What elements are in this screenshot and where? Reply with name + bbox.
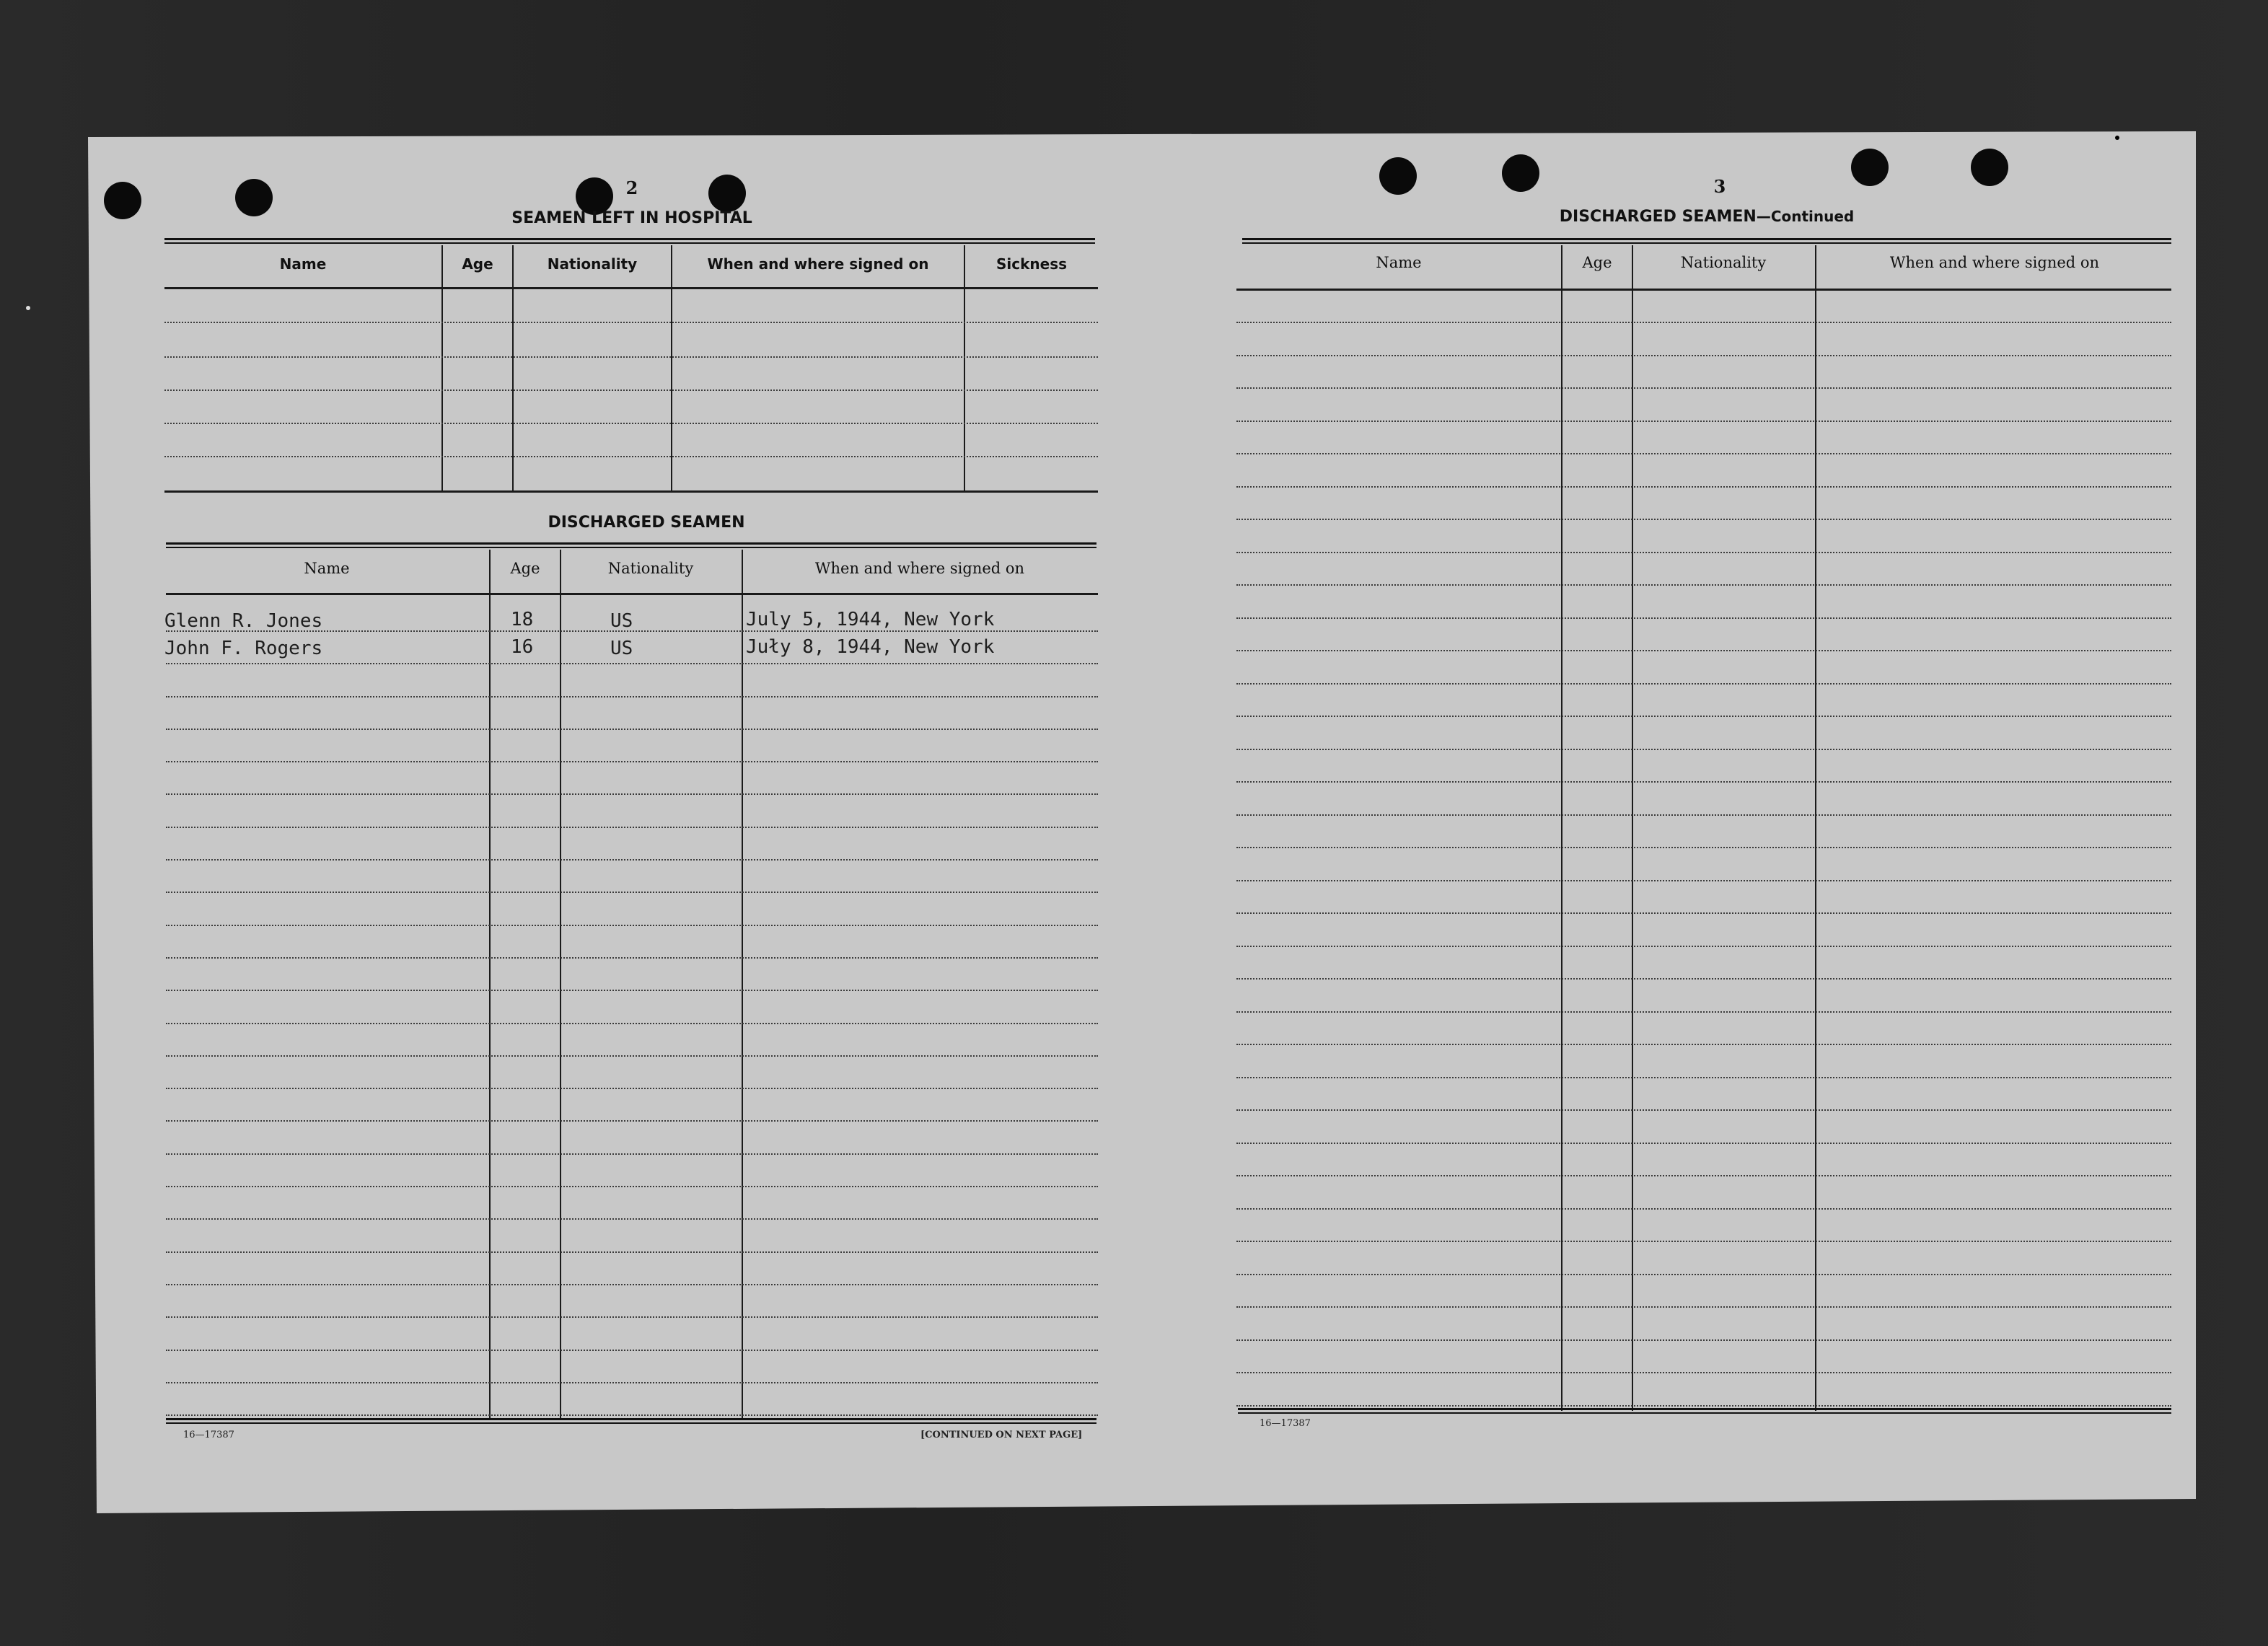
- punch-hole: [104, 182, 141, 219]
- discharged-row-1-nationality: US: [610, 610, 633, 632]
- discharged-col-divider: [742, 550, 743, 1420]
- row-line: [1236, 322, 2171, 323]
- discharged-col-divider: [560, 550, 561, 1420]
- hospital-top-rule: [164, 238, 1095, 244]
- row-line: [1236, 1175, 2171, 1176]
- hospital-col-divider: [441, 245, 443, 492]
- discharged-col-name: Name: [304, 560, 350, 577]
- row-line: [166, 761, 1098, 762]
- right-col-name: Name: [1376, 254, 1422, 271]
- discharged-row-2-nationality: US: [610, 638, 633, 659]
- row-line: [1236, 387, 2171, 389]
- discharged-row-1-age: 18: [511, 609, 534, 630]
- punch-hole: [1502, 154, 1539, 192]
- row-line: [1236, 946, 2171, 947]
- hospital-col-age: Age: [462, 255, 493, 273]
- row-line: [1236, 1339, 2171, 1341]
- row-line: [1236, 716, 2171, 717]
- row-line: [1236, 1208, 2171, 1210]
- row-line: [166, 1414, 1098, 1416]
- row-line: [1236, 814, 2171, 816]
- left-page-number: 2: [625, 177, 638, 198]
- hospital-row-line: [164, 456, 1098, 457]
- row-line: [1236, 1109, 2171, 1111]
- row-line: [166, 859, 1098, 861]
- discharged-section-title: DISCHARGED SEAMEN: [548, 514, 745, 532]
- row-line: [1236, 1405, 2171, 1407]
- right-section-title: [1490, 208, 1923, 226]
- right-page-number: 3: [1713, 176, 1726, 197]
- discharged-row-1-signed-on: July 5, 1944, New York: [746, 609, 995, 630]
- row-line: [1236, 617, 2171, 619]
- row-line: [1236, 552, 2171, 553]
- row-line: [1236, 683, 2171, 685]
- left-form-number: 16—17387: [183, 1430, 234, 1440]
- discharged-col-nationality: Nationality: [607, 560, 694, 577]
- dust-speck: [26, 306, 30, 310]
- row-line: [1236, 1044, 2171, 1045]
- row-line: [1236, 880, 2171, 881]
- punch-hole: [235, 179, 273, 216]
- discharged-col-divider: [489, 550, 491, 1420]
- discharged-row-2-age: 16: [511, 636, 534, 658]
- row-line: [166, 1153, 1098, 1155]
- discharged-row-1-name: Glenn R. Jones: [164, 610, 323, 632]
- hospital-col-divider: [964, 245, 965, 492]
- row-line: [1236, 847, 2171, 848]
- row-line: [1236, 650, 2171, 651]
- row-line: [166, 663, 1098, 664]
- row-line: [166, 793, 1098, 795]
- right-section-title-main: DISCHARGED SEAMEN: [1559, 208, 1757, 226]
- row-line: [166, 1023, 1098, 1024]
- discharged-top-rule: [166, 542, 1096, 548]
- punch-hole: [1851, 149, 1889, 186]
- row-line: [166, 1088, 1098, 1089]
- row-line: [1236, 584, 2171, 586]
- hospital-row-line: [164, 390, 1098, 391]
- row-line: [166, 1251, 1098, 1253]
- hospital-bottom-rule: [164, 490, 1098, 493]
- punch-hole: [1971, 149, 2008, 186]
- row-line: [166, 990, 1098, 991]
- hospital-header-rule: [164, 287, 1098, 289]
- row-line: [1236, 1077, 2171, 1078]
- row-line: [166, 1316, 1098, 1318]
- row-line: [1236, 486, 2171, 488]
- row-line: [1236, 519, 2171, 520]
- right-bottom-rule: [1238, 1408, 2171, 1414]
- row-line: [1236, 1306, 2171, 1308]
- dust-speck: [2115, 136, 2119, 140]
- row-line: [166, 1284, 1098, 1285]
- row-line: [166, 1382, 1098, 1383]
- hospital-col-divider: [512, 245, 514, 492]
- hospital-col-sickness: Sickness: [995, 255, 1068, 273]
- row-line: [1236, 912, 2171, 914]
- hospital-col-name: Name: [279, 255, 327, 273]
- row-line: [166, 827, 1098, 828]
- hospital-col-nationality: Nationality: [547, 255, 638, 273]
- discharged-col-signed-on: When and where signed on: [814, 560, 1025, 577]
- row-line: [1236, 781, 2171, 783]
- row-line: [166, 1350, 1098, 1351]
- row-line: [1236, 421, 2171, 422]
- right-top-rule: [1242, 238, 2171, 244]
- continued-note: [CONTINUED ON NEXT PAGE]: [920, 1430, 1083, 1440]
- right-header-rule: [1236, 289, 2171, 291]
- row-line: [1236, 1372, 2171, 1373]
- hospital-row-line: [164, 423, 1098, 424]
- hospital-row-line: [164, 322, 1098, 323]
- right-section-title-suffix: —Continued: [1756, 208, 1855, 225]
- row-line: [1236, 453, 2171, 454]
- row-line: [1236, 1274, 2171, 1275]
- row-line: [1236, 1143, 2171, 1144]
- hospital-section-title: SEAMEN LEFT IN HOSPITAL: [511, 209, 752, 227]
- row-line: [166, 957, 1098, 959]
- hospital-col-signed-on: When and where signed on: [707, 255, 929, 273]
- row-line: [166, 729, 1098, 730]
- row-line: [1236, 978, 2171, 980]
- hospital-row-line: [164, 356, 1098, 358]
- discharged-row-2-name: John F. Rogers: [164, 638, 323, 659]
- punch-hole: [708, 175, 746, 212]
- right-form-number: 16—17387: [1260, 1418, 1311, 1429]
- right-col-signed-on: When and where signed on: [1889, 254, 2100, 271]
- row-line: [166, 1218, 1098, 1220]
- row-line: [1236, 355, 2171, 356]
- discharged-col-age: Age: [510, 560, 540, 577]
- row-line: [166, 696, 1098, 697]
- row-line: [1236, 749, 2171, 750]
- row-line: [166, 1120, 1098, 1122]
- row-line: [166, 1055, 1098, 1057]
- row-line: [1236, 1011, 2171, 1013]
- discharged-bottom-rule: [166, 1418, 1096, 1424]
- row-line: [166, 892, 1098, 893]
- row-line: [1236, 1241, 2171, 1242]
- row-line: [166, 925, 1098, 926]
- right-col-age: Age: [1582, 254, 1612, 271]
- row-line: [166, 1186, 1098, 1187]
- right-col-nationality: Nationality: [1680, 254, 1767, 271]
- discharged-row-2-signed-on: Juły 8, 1944, New York: [746, 636, 995, 658]
- hospital-col-divider: [671, 245, 672, 492]
- discharged-header-rule: [166, 593, 1098, 595]
- punch-hole: [1379, 157, 1417, 195]
